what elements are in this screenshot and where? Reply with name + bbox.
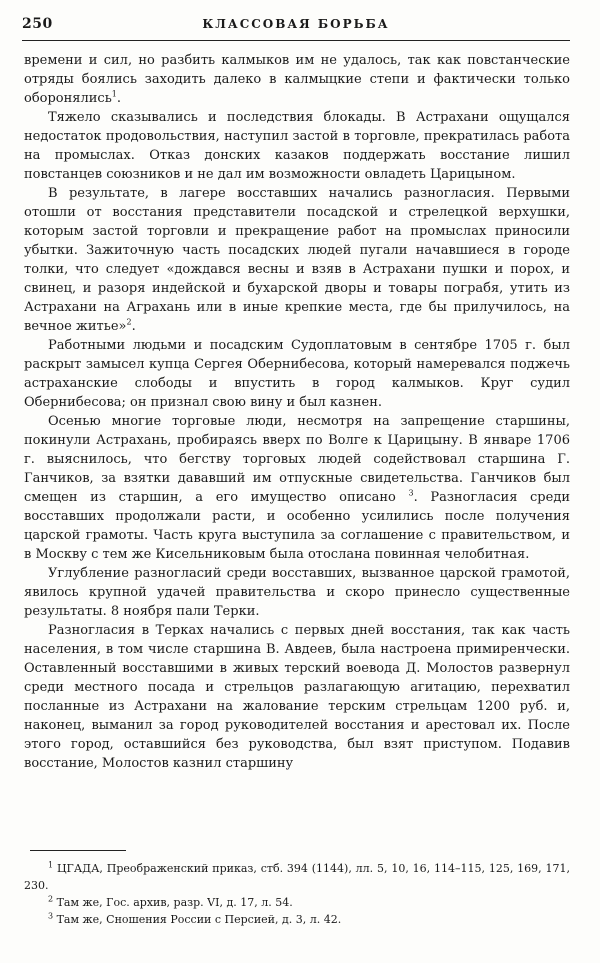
footnotes <box>24 860 570 928</box>
page-number: 250 <box>22 16 53 32</box>
footnote-ref: 3 <box>408 488 414 498</box>
paragraph: Углубление разногласий среди восставших, вызванное царской грамотой, явилось крупной удачей правительства и скоро принесло существенные результаты. 8 ноября пали Терки. <box>24 566 570 619</box>
footnote-ref: 2 <box>126 317 132 327</box>
footnote: $^2$ Там же, Гос. архив, разр. VI, д. 17, л. 54. <box>48 894 293 909</box>
paragraph: Работными людьми и посадским Судоплатовым в сентябре 1705 г. был раскрыт замысел купца Сергея Обернибесова, который намеревался поджечь астраханские слободы и впустить в город калмыков. Круг судил Обернибесова; он признал свою вину и был казнен. <box>24 338 570 410</box>
paragraph: Осенью многие торговые люди, несмотря на запрещение старшины, покинули Астрахань, пробираясь вверх по Волге к Царицыну. В январе 1706 г. выяснилось, что бегству торговых людей содействовал старшина Г. Ганчиков, за взятки дававший им отпускные свидетельства. Ганчиков был смещен из старшин, а его имущество описано $^3$. Разногласия среди восставших продолжали расти, и особенно усилились после получения царской грамоты. Часть круга выступила за соглашение с правительством, и в Москву с тем же Кисельниковым была отослана повинная челобитная. <box>24 414 570 562</box>
paragraph: времени и сил, но разбить калмыков им не удалось, так как повстанческие отряды боялись заходить далеко в калмыцкие степи и фактически только оборонялись$^1$. <box>24 53 570 106</box>
footnote: $^1$ ЦГАДА, Преображенский приказ, стб. 394 (1144), лл. 5, 10, 16, 114–115, 125, 169, 171, 230. <box>24 860 570 892</box>
running-title: КЛАССОВАЯ БОРЬБА <box>202 17 390 31</box>
paragraph: Разногласия в Терках начались с первых дней восстания, так как часть населения, в том числе старшина В. Авдеев, была настроена примиренчески. Оставленный восставшими в живых терский воевода Д. Молостов развернул среди местного посада и стрельцов разлагающую агитацию, перехватил посланные из Астрахани на жалование терским стрельцам 1200 руб. и, наконец, выманил за город руководителей восстания и арестовал их. После этого город, оставшийся без руководства, был взят приступом. Подавив восстание, Молостов казнил старшину <box>24 623 570 771</box>
header-rule <box>22 40 570 41</box>
paragraph: Тяжело сказывались и последствия блокады. В Астрахани ощущался недостаток продовольствия, наступил застой в торговле, прекратилась работа на промыслах. Отказ донских казаков поддержать восстание лишил повстанцев союзников и не дал им возможности овладеть Царицыном. <box>24 110 570 182</box>
paragraph: В результате, в лагере восставших начались разногласия. Первыми отошли от восстания представители посадской и стрелецкой верхушки, которым застой торговли и прекращение работ на промыслах приносили убытки. Зажиточную часть посадских людей пугали начавшиеся в городе толки, что следует «дождався весны и взяв в Астрахани пушки и порох, и свинец, и разоря индейской и бухарской дворы и товары пограбя, утить из Астрахани на Аграхань или в иные крепкие места, где бы прилучилось, на вечное житье»$^2$. <box>24 186 570 334</box>
footnote-ref: 1 <box>111 89 117 99</box>
footnote-mark: 3 <box>48 911 54 921</box>
footnote-rule <box>30 850 126 851</box>
footnote: $^3$ Там же, Сношения России с Персией, д. 3, л. 42. <box>48 911 342 926</box>
page-header <box>22 12 570 38</box>
footnote-mark: 2 <box>48 894 54 904</box>
footnote-mark: 1 <box>48 860 54 870</box>
body-text <box>24 51 570 773</box>
